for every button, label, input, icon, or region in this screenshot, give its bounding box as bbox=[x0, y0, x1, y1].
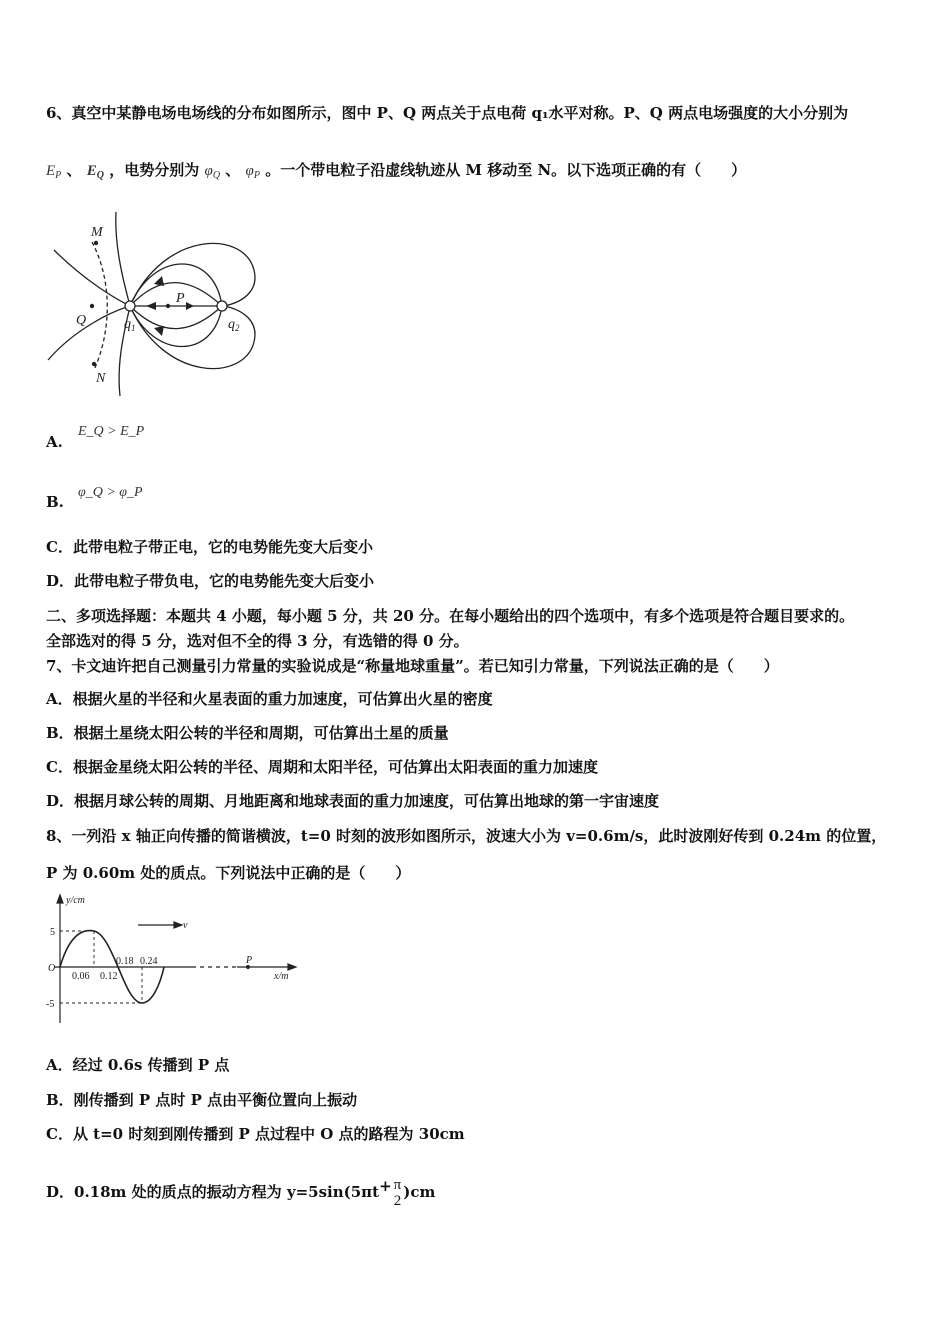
q7-option-a: A．根据火星的半径和火星表面的重力加速度，可估算出火星的密度 bbox=[46, 690, 493, 708]
section2-line1: 二、多项选择题：本题共 4 小题，每小题 5 分，共 20 分。在每小题给出的四个选项中，有多个选项是符合题目要求的。 bbox=[46, 607, 855, 625]
velocity-label: v bbox=[183, 920, 188, 931]
q6-option-c: C．此带电粒子带正电，它的电势能先变大后变小 bbox=[46, 538, 373, 556]
y-tick-neg5: -5 bbox=[46, 999, 55, 1010]
x-tick-018: 0.18 bbox=[116, 956, 134, 967]
label-q: Q bbox=[76, 313, 87, 328]
charge-q1 bbox=[125, 301, 135, 311]
q7-option-b: B．根据土星绕太阳公转的半径和周期，可估算出土星的质量 bbox=[46, 724, 449, 742]
label-m: M bbox=[91, 225, 103, 240]
fraction-pi-over-2: π 2 bbox=[393, 1177, 402, 1209]
wave-graph bbox=[42, 893, 302, 1033]
q6-option-d: D．此带电粒子带负电，它的电势能先变大后变小 bbox=[46, 572, 375, 590]
q7-stem: 7、卡文迪许把自己测量引力常量的实验说成是“称量地球重量”。若已知引力常量，下列说法正确的是（ ） bbox=[46, 657, 779, 675]
separator: 、 bbox=[225, 161, 241, 179]
q8-option-d: D．0.18m 处的质点的振动方程为 y=5sin(5πt+ π 2 )cm bbox=[46, 1177, 436, 1209]
q8-stem-line2: P 为 0.60m 处的质点。下列说法中正确的是（ ） bbox=[46, 864, 411, 882]
q8-option-a: A．经过 0.6s 传播到 P 点 bbox=[46, 1056, 230, 1074]
q6-stem-line2 bbox=[46, 160, 746, 186]
x-tick-024: 0.24 bbox=[140, 956, 158, 967]
q6-option-b: B. bbox=[46, 493, 64, 511]
label-p: P bbox=[176, 291, 185, 306]
q6-stem-line1: 6、真空中某静电场电场线的分布如图所示，图中 P、Q 两点关于点电荷 q₁水平对称。P、Q 两点电场强度的大小分别为 bbox=[46, 104, 849, 122]
electric-field-figure bbox=[44, 210, 274, 400]
symbol-e-q: $E_Q$ bbox=[86, 163, 105, 181]
q8-stem-line1: 8、一列沿 x 轴正向传播的简谐横波，t=0 时刻的波形如图所示，波速大小为 v=0.6m/s，此时波刚好传到 0.24m 的位置， bbox=[46, 827, 887, 845]
stem-text: ，电势分别为 bbox=[109, 161, 200, 179]
symbol-e-p: $E_P$ bbox=[46, 163, 62, 181]
q6-option-a-math: E_Q > E_P bbox=[78, 424, 145, 439]
symbol-phi-q: $\varphi_Q$ bbox=[204, 163, 221, 181]
separator: 、 bbox=[66, 161, 82, 179]
point-p-label: P bbox=[246, 955, 253, 966]
q7-option-c: C．根据金星绕太阳公转的半径、周期和太阳半径，可估算出太阳表面的重力加速度 bbox=[46, 758, 598, 776]
label-q2: $q_2$ bbox=[228, 317, 240, 333]
q6-option-b-math: φ_Q > φ_P bbox=[78, 485, 143, 500]
q8-option-b: B．刚传播到 P 点时 P 点由平衡位置向上振动 bbox=[46, 1091, 358, 1109]
label-q1: $q_1$ bbox=[124, 317, 136, 333]
origin-label: O bbox=[48, 963, 56, 974]
x-tick-006: 0.06 bbox=[72, 971, 90, 982]
charge-q2 bbox=[217, 301, 227, 311]
y-axis-label: y/cm bbox=[66, 895, 85, 906]
section2-line2: 全部选对的得 5 分，选对但不全的得 3 分，有选错的得 0 分。 bbox=[46, 632, 469, 650]
q8-option-c: C．从 t=0 时刻到刚传播到 P 点过程中 O 点的路程为 30cm bbox=[46, 1125, 465, 1143]
label-n: N bbox=[96, 371, 106, 386]
symbol-phi-p: $\varphi_P$ bbox=[245, 163, 260, 181]
x-tick-012: 0.12 bbox=[100, 971, 118, 982]
q6-option-a: A. bbox=[46, 433, 63, 451]
stem-text-end: 。一个带电粒子沿虚线轨迹从 M 移动至 N。以下选项正确的有（ ） bbox=[265, 161, 747, 179]
y-tick-5: 5 bbox=[50, 927, 55, 938]
x-axis-label: x/m bbox=[274, 971, 289, 982]
q7-option-d: D．根据月球公转的周期、月地距离和地球表面的重力加速度，可估算出地球的第一宇宙速度 bbox=[46, 792, 660, 810]
